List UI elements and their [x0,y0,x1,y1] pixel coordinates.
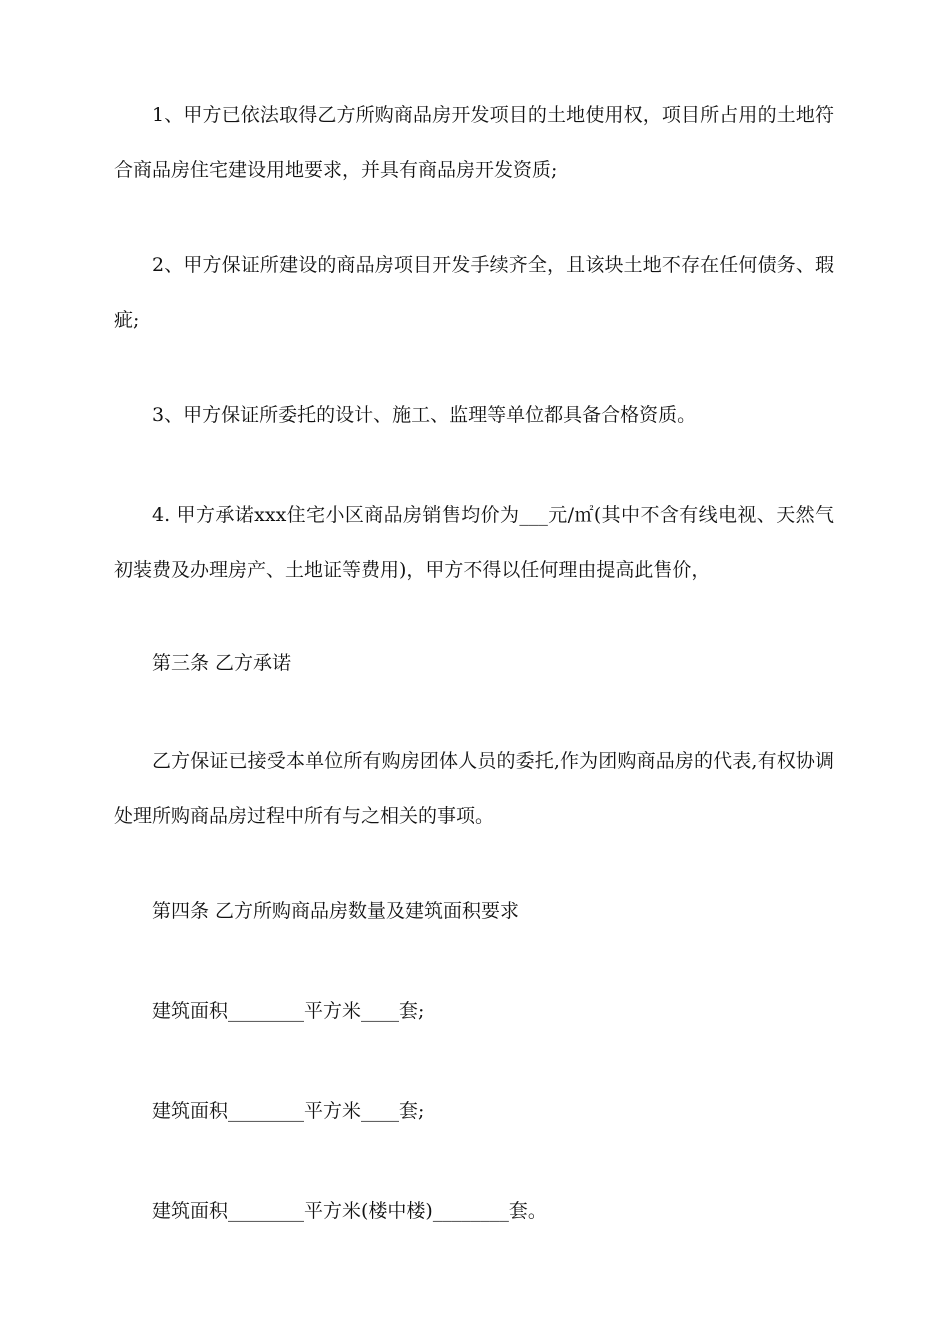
article-3-heading: 第三条 乙方承诺 [152,652,292,674]
clause-4-paragraph: 4. 甲方承诺xxx住宅小区商品房销售均价为___元/㎡(其中不含有线电视、天然气初装费及办理房产、土地证等费用)，甲方不得以任何理由提高此售价， [114,504,834,581]
area-line-1: 建筑面积________平方米____套; [152,1000,425,1022]
clause-3-paragraph: 3、甲方保证所委托的设计、施工、监理等单位都具备合格资质。 [152,404,697,426]
clause-2-paragraph: 2、甲方保证所建设的商品房项目开发手续齐全，且该块土地不存在任何债务、瑕疵; [114,254,834,331]
article-4-heading: 第四条 乙方所购商品房数量及建筑面积要求 [152,900,520,922]
article-3-body: 乙方保证已接受本单位所有购房团体人员的委托,作为团购商品房的代表,有权协调处理所购商品房过程中所有与之相关的事项。 [114,750,834,827]
clause-1-paragraph: 1、甲方已依法取得乙方所购商品房开发项目的土地使用权，项目所占用的土地符合商品房住宅建设用地要求，并具有商品房开发资质; [114,104,834,181]
area-line-3: 建筑面积________平方米(楼中楼)________套。 [152,1200,547,1222]
area-line-2: 建筑面积________平方米____套; [152,1100,425,1122]
